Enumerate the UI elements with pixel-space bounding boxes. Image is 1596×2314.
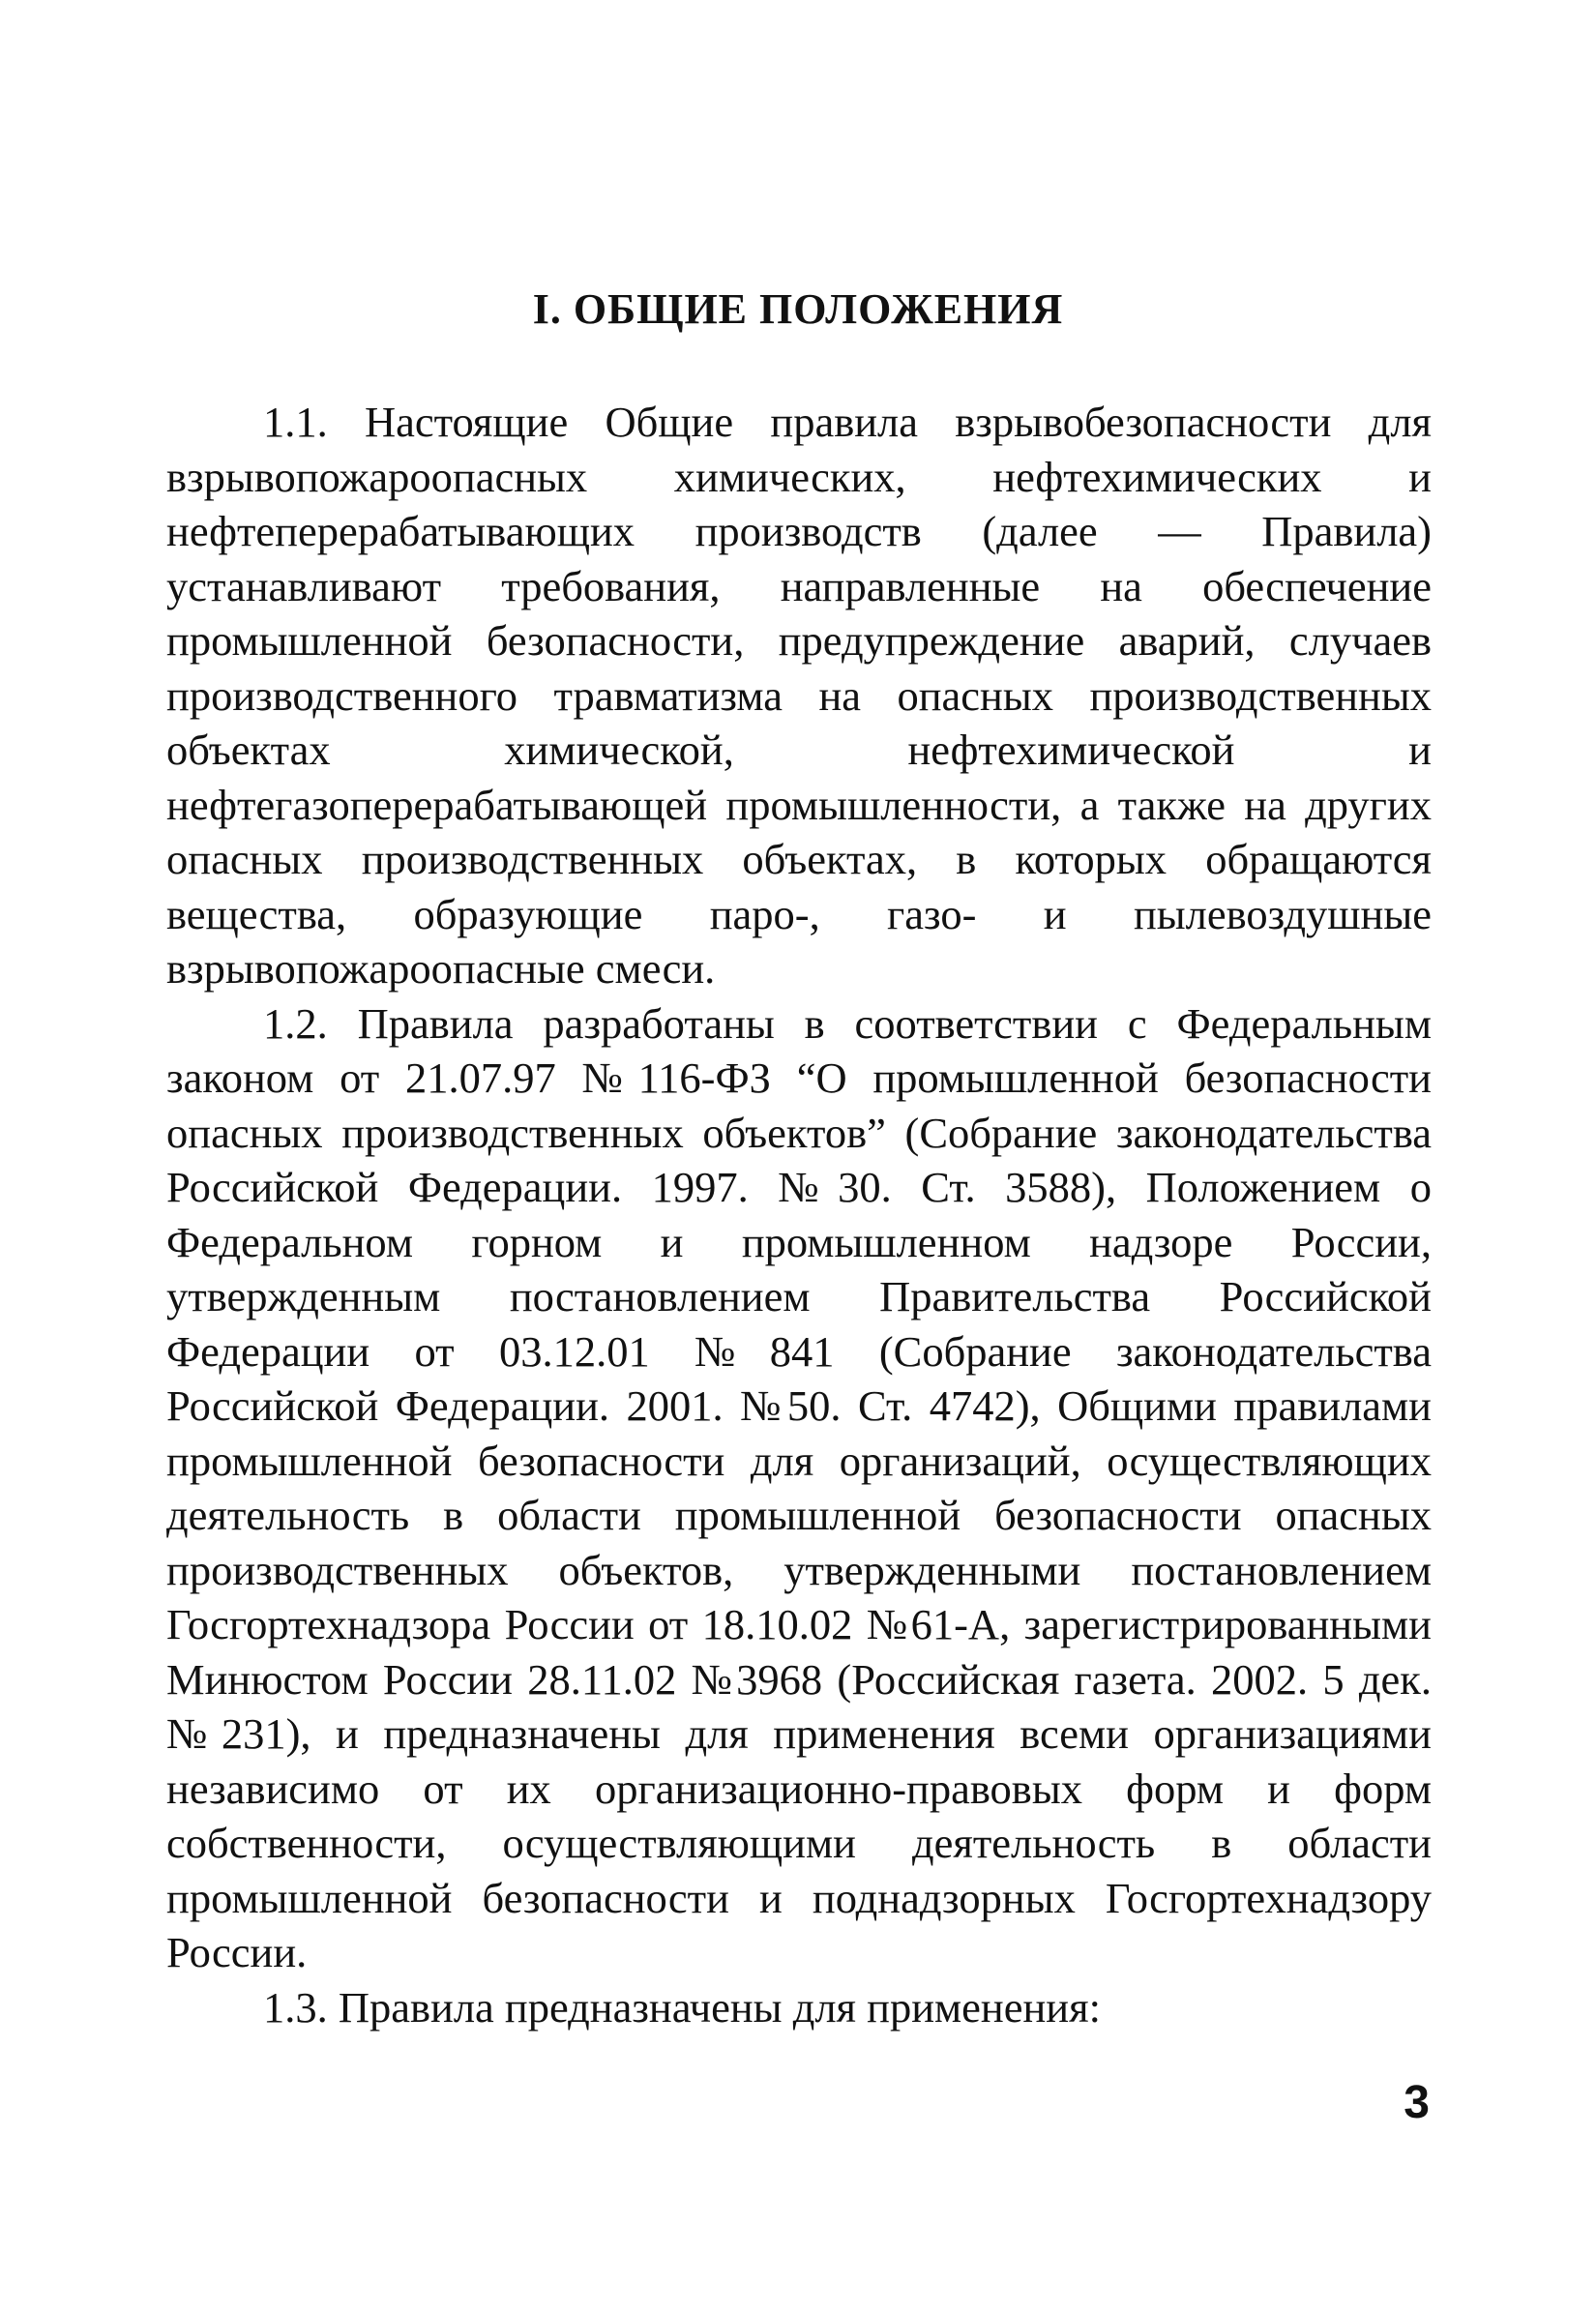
page-number: 3: [1404, 2077, 1430, 2128]
body-text: [166, 395, 1432, 2034]
paragraph-1-2: 1.2. Правила разработаны в соответствии с Федеральным законом от 21.07.97 №116-ФЗ “О промышленной безопасности опасных производственных объектов” (Собрание законодательства Российской Федерации. 1997. №30. Ст. 3588), Положением о Федеральном горном и промышленном надзоре России, утвержденным постановлением Правительства Российской Федерации от 03.12.01 №841 (Собрание законодательства Российской Федерации. 2001. №50. Ст. 4742), Общими правилами промышленной безопасности для организаций, осуществляющих деятельность в области промышленной безопасности опасных производственных объектов, утвержденными постановлением Госгортехнадзора России от 18.10.02 №61-А, зарегистрированными Минюстом России 28.11.02 №3968 (Российская газета. 2002. 5 дек. №231), и предназначены для применения всеми организациями независимо от их организационно-правовых форм и форм собственности, осуществляющими деятельность в области промышленной безопасности и поднадзорных Госгортехнадзору России.: [166, 998, 1432, 1976]
section-heading: I. ОБЩИЕ ПОЛОЖЕНИЯ: [532, 285, 1064, 333]
paragraph-1-3: 1.3. Правила предназначены для применения:: [263, 1982, 1101, 2032]
paragraph-1-1: 1.1. Настоящие Общие правила взрывобезопасности для взрывопожароопасных химических, нефтехимических и нефтеперерабатывающих производств (далее — Правила) устанавливают требования, направленные на обеспечение промышленной безопасности, предупреждение аварий, случаев производственного травматизма на опасных производственных объектах химической, нефтехимической и нефтегазоперерабатывающей промышленности, а также на других опасных производственных объектах, в которых обращаются вещества, образующие паро-, газо- и пылевоздушные взрывопожароопасные смеси.: [166, 398, 1432, 993]
